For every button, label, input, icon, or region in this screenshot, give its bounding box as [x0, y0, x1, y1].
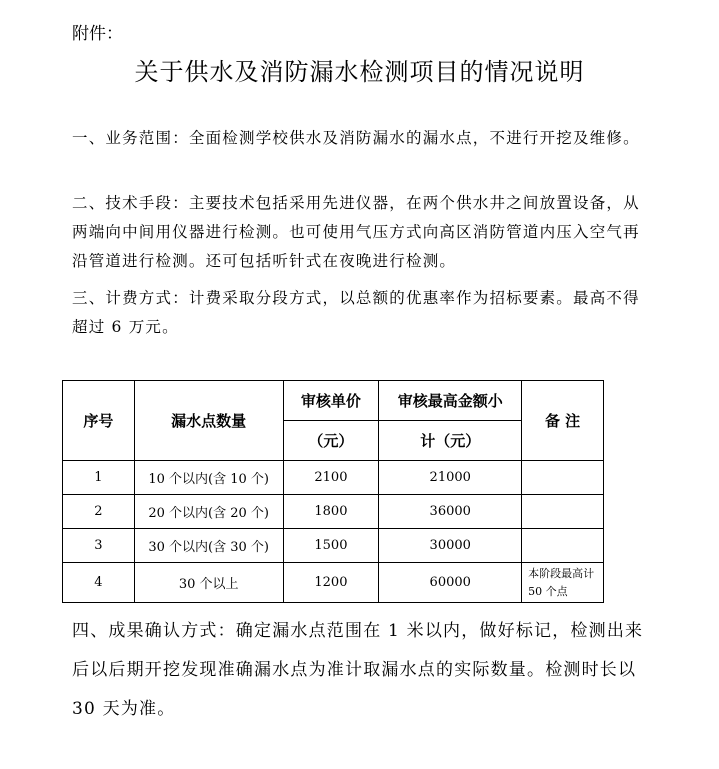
- cell-price: 2100: [283, 461, 379, 495]
- section-result-confirmation: [72, 612, 657, 729]
- cell-price: 1200: [283, 563, 379, 603]
- cell-count: 10 个以内(含 10 个): [134, 461, 283, 495]
- cell-price: 1800: [283, 495, 379, 529]
- header-unit-price-unit: （元）: [283, 421, 379, 461]
- cell-note: 本阶段最高计 50 个点: [522, 563, 604, 603]
- header-seq: 序号: [63, 381, 135, 461]
- cell-max: 30000: [379, 529, 522, 563]
- cell-max: 60000: [379, 563, 522, 603]
- table-row: [63, 529, 604, 563]
- section-text: 四、成果确认方式：确定漏水点范围在 1 米以内，做好标记，检测出来后以后期开挖发现准确漏水点为准计取漏水点的实际数量。检测时长以 30 天为准。: [72, 621, 644, 719]
- cell-count: 30 个以内(含 30 个): [134, 529, 283, 563]
- cell-note: [522, 529, 604, 563]
- cell-seq: 2: [63, 495, 135, 529]
- cell-seq: 1: [63, 461, 135, 495]
- cell-max: 36000: [379, 495, 522, 529]
- header-leak-count: 漏水点数量: [134, 381, 283, 461]
- cell-note: [522, 461, 604, 495]
- section-technical-means: [72, 189, 652, 276]
- section-billing-method: [72, 284, 652, 342]
- cell-note: [522, 495, 604, 529]
- cell-seq: 4: [63, 563, 135, 603]
- cell-count: 30 个以上: [134, 563, 283, 603]
- table-row: [63, 461, 604, 495]
- section-text: 三、计费方式：计费采取分段方式，以总额的优惠率作为招标要素。最高不得超过 6 万元。: [72, 289, 640, 336]
- table-row: [63, 495, 604, 529]
- cell-max: 21000: [379, 461, 522, 495]
- attachment-label: 附件：: [72, 24, 123, 44]
- header-max-amount-unit: 计（元）: [379, 421, 522, 461]
- pricing-table: [62, 380, 604, 603]
- table-row: [63, 563, 604, 603]
- header-note: 备 注: [522, 381, 604, 461]
- document-title: 关于供水及消防漏水检测项目的情况说明: [134, 58, 585, 86]
- cell-count: 20 个以内(含 20 个): [134, 495, 283, 529]
- cell-price: 1500: [283, 529, 379, 563]
- cell-seq: 3: [63, 529, 135, 563]
- section-text: 二、技术手段：主要技术包括采用先进仪器，在两个供水井之间放置设备，从两端向中间用仪器进行检测。也可使用气压方式向高区消防管道内压入空气再沿管道进行检测。还可包括听针式在夜晚进行检测。: [72, 194, 640, 270]
- section-business-scope: [72, 124, 652, 153]
- section-text: 一、业务范围：全面检测学校供水及消防漏水的漏水点，不进行开挖及维修。: [72, 129, 640, 147]
- header-max-amount: 审核最高金额小: [379, 381, 522, 421]
- header-unit-price: 审核单价: [283, 381, 379, 421]
